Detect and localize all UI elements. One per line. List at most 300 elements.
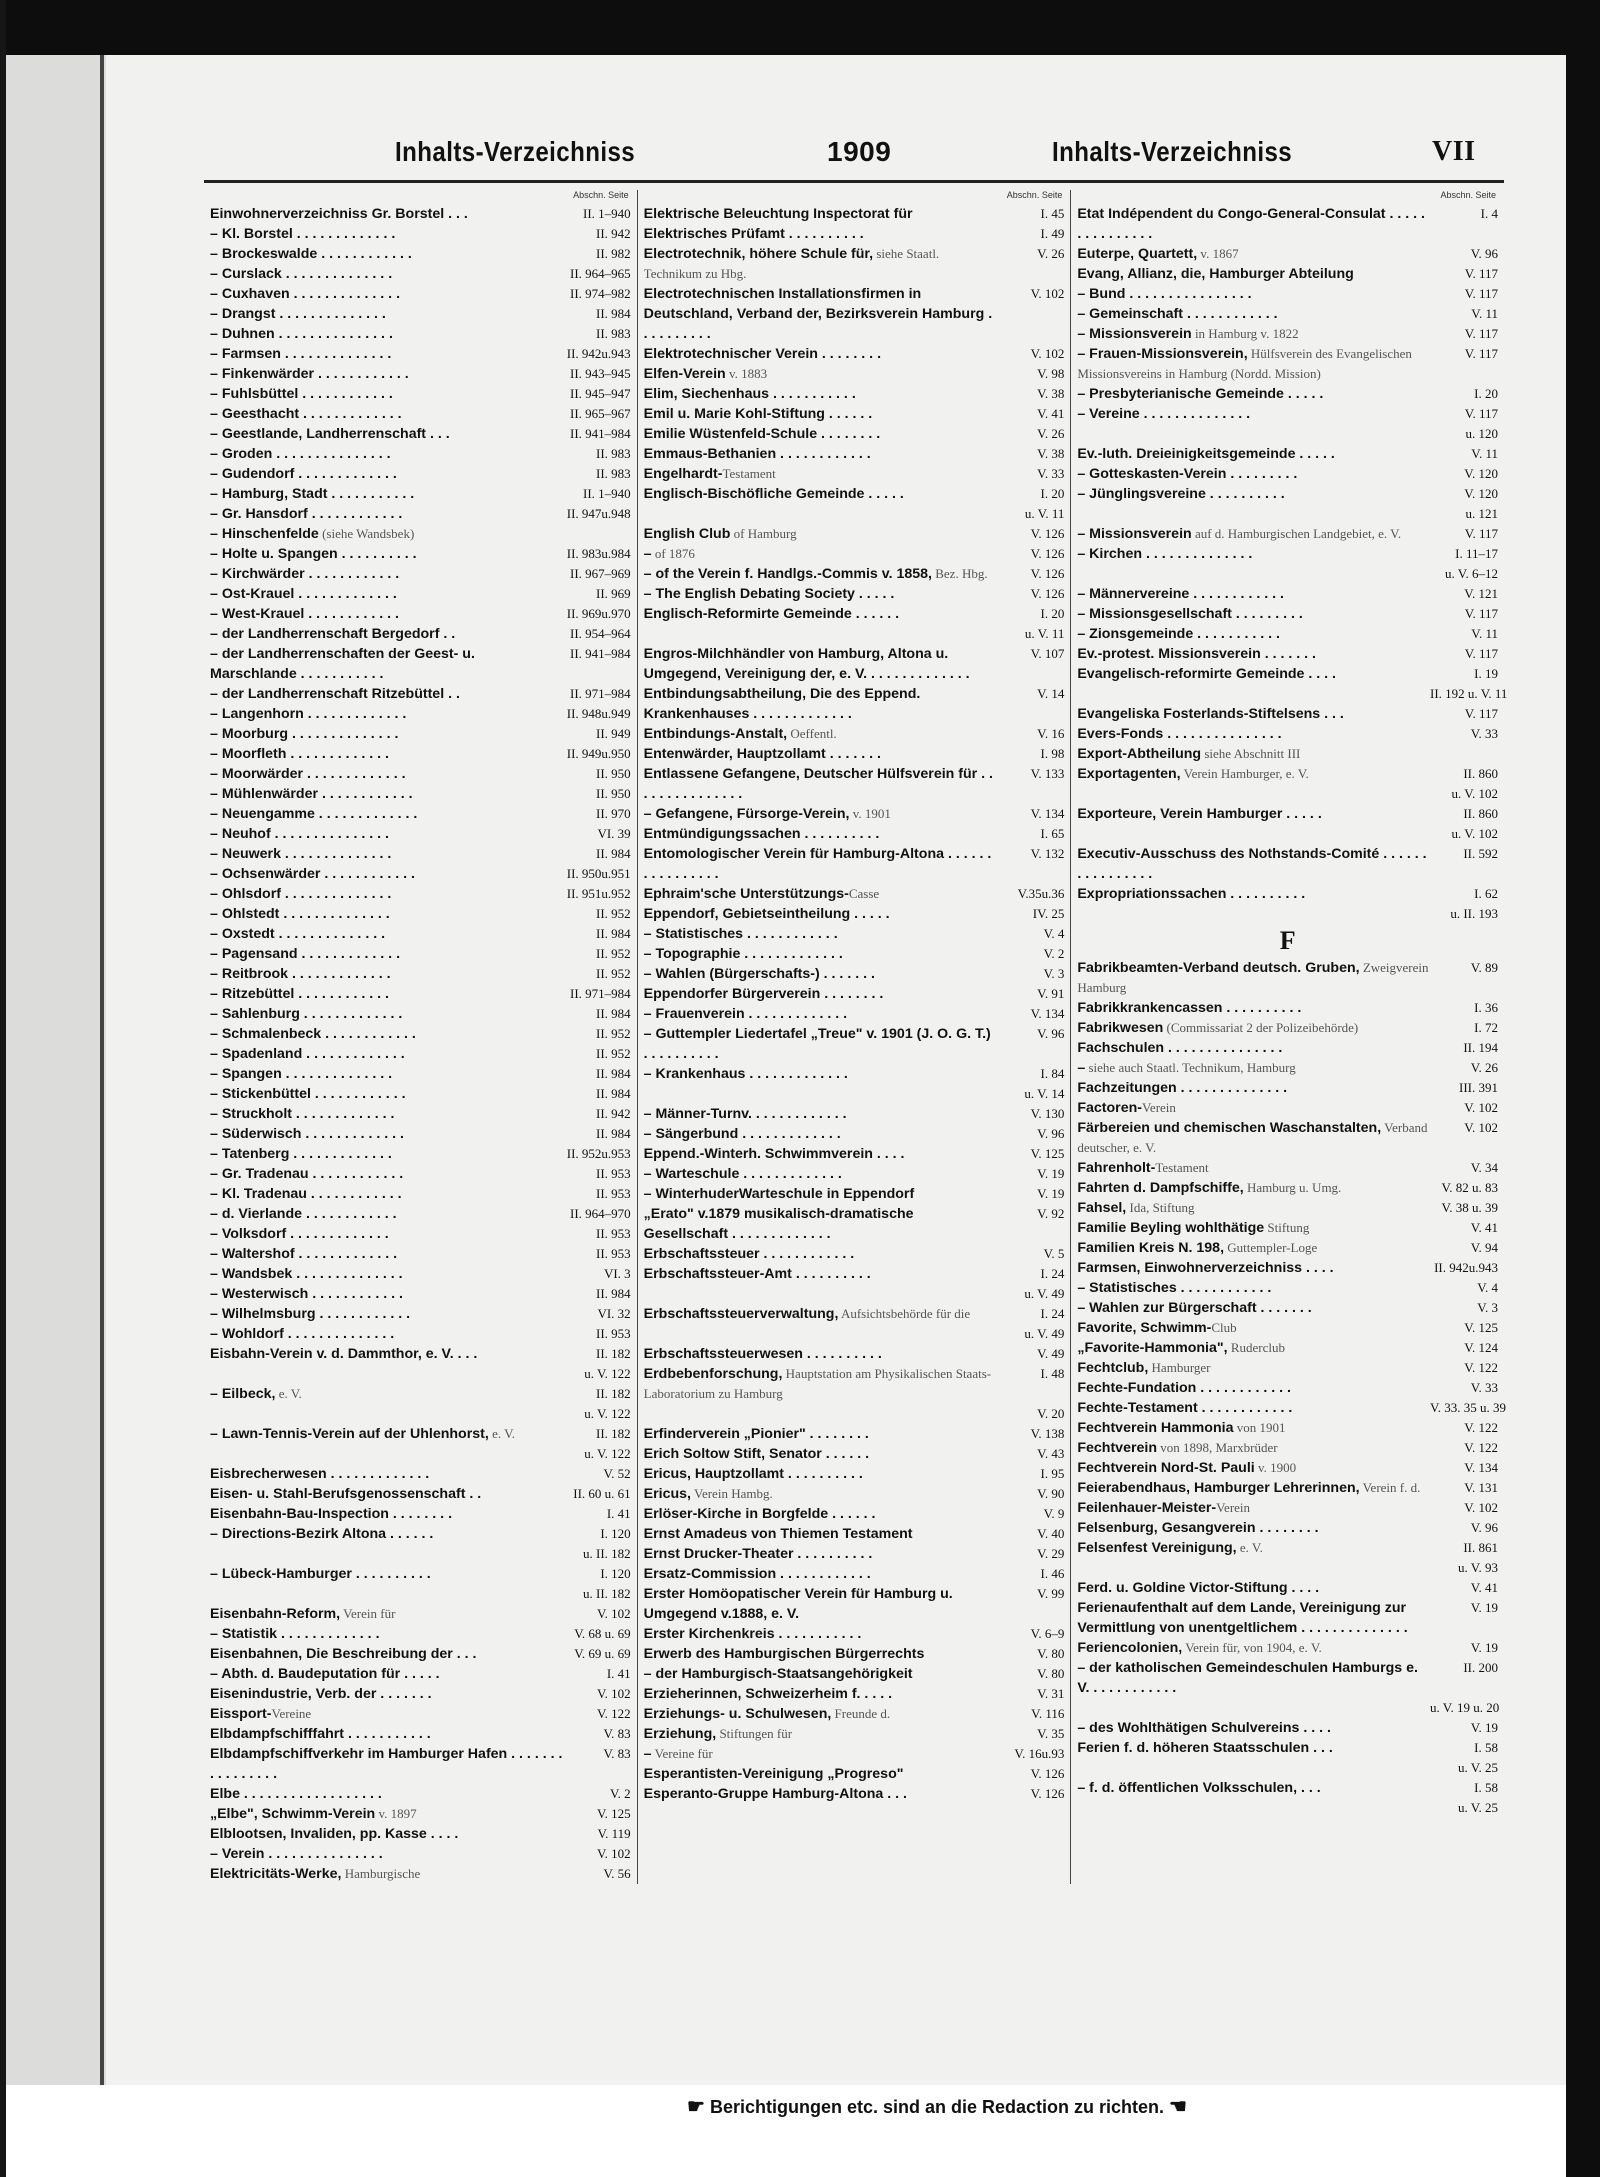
entry-detail: Zweigverein Hamburg: [1077, 960, 1429, 995]
entry-title-text: Farmsen, Einwohnerverzeichniss . . . .: [1077, 1260, 1334, 1276]
entry-reference: V. 3: [1043, 966, 1065, 981]
entry-title: [1077, 1518, 1430, 1538]
entry-title-text: Elbe . . . . . . . . . . . . . . . . . .: [210, 1786, 382, 1802]
entry-title: [1077, 1058, 1430, 1078]
index-entry: [638, 644, 1071, 684]
index-entry: [638, 944, 1071, 964]
index-entry: [638, 624, 1071, 644]
index-entry: [638, 884, 1071, 904]
entry-title-text: – Kl. Borstel . . . . . . . . . . . . .: [210, 226, 396, 242]
entry-title: [210, 704, 563, 724]
entry-title-text: – Brockeswalde . . . . . . . . . . . .: [210, 246, 412, 262]
entry-title-text: – Moorwärder . . . . . . . . . . . . .: [210, 766, 406, 782]
index-entry: [204, 1364, 637, 1384]
entry-title: [1077, 1458, 1430, 1478]
index-entry: [638, 404, 1071, 424]
index-entry: [638, 524, 1071, 544]
index-entry: [638, 1784, 1071, 1804]
entry-reference: V. 19: [1037, 1186, 1065, 1201]
entry-title: [644, 1644, 997, 1664]
entry-title: [210, 1144, 563, 1164]
header-year: 1909: [827, 136, 892, 167]
entry-title: [644, 904, 997, 924]
entry-reference: V. 126: [1030, 566, 1065, 581]
entry-title: [644, 1124, 997, 1144]
entry-detail: Aufsichtsbehörde für die: [838, 1306, 971, 1321]
index-entry: [204, 1604, 637, 1624]
entry-title-text: Felsenfest Vereinigung,: [1077, 1540, 1237, 1556]
index-entry: [1071, 784, 1504, 804]
index-entry: [638, 1364, 1071, 1404]
entry-title-text: Exporteure, Verein Hamburger . . . . .: [1077, 806, 1322, 822]
entry-title-text: Eppend.-Winterh. Schwimmverein . . . .: [643, 1146, 905, 1162]
entry-title: [644, 1684, 997, 1704]
entry-title-text: Erziehungs- u. Schulwesen,: [643, 1706, 832, 1722]
entry-title-text: Ferienaufenthalt auf dem Lande, Vereinigung zur Vermittlung von unentgeltlichem . . . . . . . . . . . . . .: [1077, 1600, 1408, 1636]
entry-title-text: Fechtverein Hammonia: [1077, 1420, 1234, 1436]
entry-title: [1077, 1378, 1430, 1398]
entry-title-text: – Volksdorf . . . . . . . . . . . . .: [210, 1226, 389, 1242]
entry-reference: II. 952: [596, 1046, 631, 1061]
entry-title: [210, 364, 563, 384]
entry-title: [644, 1524, 997, 1544]
index-entry: [204, 584, 637, 604]
index-entry: [204, 784, 637, 804]
entry-reference: II. 941–984: [570, 646, 631, 661]
entry-title: [644, 1424, 997, 1444]
entry-detail: v. 1897: [375, 1806, 417, 1821]
entry-reference: V. 102: [596, 1686, 631, 1701]
index-entry: [204, 724, 637, 744]
entry-title-text: Etat Indépendent du Congo-General-Consulat . . . . . . . . . . . . . . .: [1077, 206, 1425, 242]
footer-note: [687, 2094, 1187, 2119]
entry-title-text: – Wahlen (Bürgerschafts-) . . . . . . .: [643, 966, 875, 982]
entry-reference: I. 98: [1040, 746, 1065, 761]
entry-reference: V. 11: [1471, 306, 1499, 321]
entry-title-text: – Ohlsdorf . . . . . . . . . . . . . .: [210, 886, 392, 902]
entry-title-text: – Frauenverein . . . . . . . . . . . . .: [643, 1006, 848, 1022]
entry-reference: II. 950: [596, 786, 631, 801]
entry-reference: II. 952u.953: [566, 1146, 631, 1161]
entry-title-text: – des Wohlthätigen Schulvereins . . . .: [1077, 1720, 1331, 1736]
entry-reference: u. II. 182: [583, 1586, 631, 1601]
index-entry: [1071, 604, 1504, 624]
entry-title: [644, 1164, 997, 1184]
index-entry: [204, 524, 637, 544]
entry-title: [210, 1264, 563, 1284]
entry-title: [210, 1484, 563, 1504]
entry-title-text: Fahsel,: [1077, 1200, 1127, 1216]
entry-title-text: – Kirchen . . . . . . . . . . . . . .: [1077, 546, 1253, 562]
index-entry: [1071, 1278, 1504, 1298]
header-rule: [204, 180, 1504, 183]
entry-title-text: – Missionsverein: [1077, 326, 1192, 342]
index-entry: [1071, 1178, 1504, 1198]
entry-title-text: Fechtverein Nord-St. Pauli: [1077, 1460, 1255, 1476]
entry-title: [1077, 344, 1430, 384]
entry-reference: I. 24: [1040, 1266, 1065, 1281]
entry-reference: II. 948u.949: [566, 706, 631, 721]
index-entry: [638, 1424, 1071, 1444]
entry-title: [1077, 844, 1430, 884]
entry-title: [210, 1084, 563, 1104]
entry-reference: II. 984: [596, 926, 631, 941]
entry-title: [644, 1544, 997, 1564]
entry-reference: V. 31: [1037, 1686, 1065, 1701]
entry-title: [210, 684, 563, 704]
entry-title: [210, 584, 563, 604]
entry-title: [210, 484, 563, 504]
entry-title: [1077, 524, 1430, 544]
entry-detail: v. 1883: [725, 366, 768, 381]
entry-title-text: –: [643, 1746, 652, 1762]
entry-reference: V. 102: [1464, 1500, 1499, 1515]
index-entry: [638, 904, 1071, 924]
entry-reference: II. 971–984: [570, 986, 631, 1001]
entry-title: [1077, 1478, 1430, 1498]
entry-reference: V. 80: [1037, 1646, 1065, 1661]
entry-title-text: – Jünglingsvereine . . . . . . . . . .: [1077, 486, 1285, 502]
entry-reference: II. 952: [596, 946, 631, 961]
index-entry: [1071, 1038, 1504, 1058]
entry-title-text: – Statistik . . . . . . . . . . . . .: [210, 1626, 380, 1642]
entry-title: [1077, 264, 1430, 284]
entry-reference: u. V. 25: [1458, 1800, 1499, 1815]
entry-reference: V. 56: [603, 1866, 631, 1881]
index-entry: [638, 1104, 1071, 1124]
entry-title-text: – Reitbrook . . . . . . . . . . . . .: [210, 966, 391, 982]
entry-title-text: Englisch-Reformirte Gemeinde . . . . . .: [643, 606, 900, 622]
entry-title: [644, 1104, 997, 1124]
entry-title: [644, 1764, 997, 1784]
entry-title-text: Evangelisch-reformirte Gemeinde . . . .: [1077, 666, 1336, 682]
entry-reference: V. 120: [1464, 486, 1499, 501]
entry-reference: u. V. 102: [1451, 826, 1499, 841]
entry-title-text: Erbschaftssteuerverwaltung,: [643, 1306, 839, 1322]
entry-reference: V. 116: [1031, 1706, 1065, 1721]
index-entry: [204, 1084, 637, 1104]
index-entry: [1071, 464, 1504, 484]
entry-title: [644, 684, 997, 724]
entry-reference: V. 26: [1037, 426, 1065, 441]
entry-reference: V. 134: [1464, 1460, 1499, 1475]
entry-title-text: Entomologischer Verein für Hamburg-Altona . . . . . . . . . . . . . . . .: [643, 846, 992, 882]
entry-title: [1077, 584, 1430, 604]
index-entry: [638, 444, 1071, 464]
entry-title: [210, 804, 563, 824]
entry-detail: e. V.: [275, 1386, 302, 1401]
entry-title: [644, 484, 997, 504]
entry-title-text: Emilie Wüstenfeld-Schule . . . . . . . .: [643, 426, 881, 442]
entry-title: [210, 1204, 563, 1224]
index-entry: [638, 544, 1071, 564]
entry-reference: I. 58: [1474, 1740, 1499, 1755]
entry-title: [210, 424, 563, 444]
entry-title-text: Erbschaftssteuer . . . . . . . . . . . .: [643, 1246, 855, 1262]
index-entry: [1071, 384, 1504, 404]
entry-reference: V. 126: [1030, 1786, 1065, 1801]
entry-title-text: Elektrisches Prüfamt . . . . . . . . . .: [643, 226, 864, 242]
entry-title: [210, 304, 563, 324]
entry-title: [644, 1344, 997, 1364]
entry-reference: II. 983u.984: [566, 546, 631, 561]
entry-title-text: – Geestlande, Landherrenschaft . . .: [210, 426, 450, 442]
running-header: [192, 130, 1502, 180]
entry-title-text: Eissport-: [210, 1706, 272, 1722]
entry-title-text: Export-Abtheilung: [1077, 746, 1202, 762]
entry-reference: I. 36: [1474, 1000, 1499, 1015]
entry-reference: V. 90: [1037, 1486, 1065, 1501]
entry-title: [210, 1064, 563, 1084]
entry-reference: V. 102: [596, 1606, 631, 1621]
entry-title-text: – Cuxhaven . . . . . . . . . . . . . .: [210, 286, 401, 302]
index-entry: [204, 484, 637, 504]
entry-title: [1077, 1218, 1430, 1238]
entry-title: [210, 1324, 563, 1344]
entry-reference: u. V. 11: [1024, 506, 1065, 521]
entry-title: [210, 324, 563, 344]
entry-reference: II. 953: [596, 1186, 631, 1201]
index-entry: [638, 1464, 1071, 1484]
index-entry: [1071, 644, 1504, 664]
entry-reference: V. 33: [1470, 726, 1499, 741]
entry-title: [210, 1124, 563, 1144]
index-entry: [1071, 1558, 1504, 1578]
index-entry: [1071, 1718, 1504, 1738]
entry-title: [1077, 1298, 1430, 1318]
entry-title-text: – Wohldorf . . . . . . . . . . . . . .: [210, 1326, 395, 1342]
index-entry: [1071, 684, 1508, 704]
pointing-hand-icon: ☛: [687, 2096, 705, 2118]
entry-reference: V. 68 u. 69: [574, 1626, 631, 1641]
entry-title-text: Eisbahn-Verein v. d. Dammthor, e. V. . . .: [210, 1346, 478, 1362]
entry-title-text: – Warteschule . . . . . . . . . . . . .: [643, 1166, 842, 1182]
index-entry: [638, 1124, 1071, 1144]
entry-detail: in Hamburg v. 1822: [1191, 326, 1299, 341]
entry-title: [1077, 664, 1430, 684]
entry-reference: V. 41: [1037, 406, 1065, 421]
entry-reference: II. 964–970: [570, 1206, 631, 1221]
entry-detail: Hamburgische: [341, 1866, 421, 1881]
entry-reference: II. 953: [596, 1226, 631, 1241]
entry-reference: V. 96: [1470, 1520, 1499, 1535]
entry-title: [210, 224, 563, 244]
entry-title: [1077, 804, 1430, 824]
entry-title: [1077, 1118, 1430, 1158]
entry-reference: II. 942: [596, 226, 631, 241]
entry-title: [210, 1824, 563, 1844]
entry-title: [210, 504, 563, 524]
entry-reference: V. 121: [1464, 586, 1499, 601]
entry-title-text: „Favorite-Hammonia",: [1077, 1340, 1228, 1356]
entry-title-text: – Geesthacht . . . . . . . . . . . . .: [210, 406, 402, 422]
entry-title-text: Entenwärder, Hauptzollamt . . . . . . .: [643, 746, 881, 762]
entry-title: [644, 844, 997, 884]
entry-title-text: – Spangen . . . . . . . . . . . . . .: [210, 1066, 393, 1082]
entry-reference: I. 24: [1040, 1306, 1065, 1321]
index-entry: [204, 864, 637, 884]
entry-reference: II. 984: [596, 1086, 631, 1101]
entry-title-text: Färbereien und chemischen Waschanstalten,: [1077, 1120, 1382, 1136]
entry-title-text: – Topographie . . . . . . . . . . . . .: [643, 946, 843, 962]
entry-title: [1077, 1738, 1430, 1758]
entry-reference: II. 1–940: [583, 486, 631, 501]
entry-reference: II. 952: [596, 966, 631, 981]
entry-title: [1077, 704, 1430, 724]
entry-title: [1077, 384, 1430, 404]
entry-title-text: Erzieherinnen, Schweizerheim f. . . . .: [643, 1686, 893, 1702]
entry-title: [210, 944, 563, 964]
scan-border-top: [0, 0, 1600, 55]
entry-title: [210, 1784, 563, 1804]
index-entry: [204, 1844, 637, 1864]
entry-title-text: Fechtclub,: [1077, 1360, 1149, 1376]
entry-reference: I. 120: [600, 1566, 631, 1581]
entry-reference: II. 983: [596, 446, 631, 461]
index-entry: [638, 1764, 1071, 1784]
entry-reference: V. 35: [1037, 1726, 1065, 1741]
entry-title-text: Entbindungsabtheilung, Die des Eppend. Krankenhauses . . . . . . . . . . . . .: [643, 686, 921, 722]
entry-title: [1077, 324, 1430, 344]
index-entry: [638, 1544, 1071, 1564]
entry-reference: V. 49: [1037, 1346, 1065, 1361]
entry-title: [644, 804, 997, 824]
entry-title: [644, 1004, 997, 1024]
index-entry: [204, 1264, 637, 1284]
entry-title: [210, 1624, 563, 1644]
entry-title: [210, 1864, 563, 1884]
entry-reference: u. V. 93: [1458, 1560, 1499, 1575]
entry-title: [644, 924, 997, 944]
entry-reference: V. 126: [1030, 586, 1065, 601]
entry-detail: siehe auch Staatl. Technikum, Hamburg: [1085, 1060, 1296, 1075]
entry-title: [644, 444, 997, 464]
index-entry: [204, 284, 637, 304]
entry-title-text: Engelhardt-: [643, 466, 723, 482]
entry-title-text: Entlassene Gefangene, Deutscher Hülfsverein für . . . . . . . . . . . . . . .: [643, 766, 993, 802]
entry-title-text: Ephraim'sche Unterstützungs-: [643, 886, 849, 902]
entry-reference: II. 182: [596, 1346, 631, 1361]
entry-title: [1077, 1158, 1430, 1178]
entry-title-text: – der Hamburgisch-Staatsangehörigkeit: [643, 1666, 913, 1682]
entry-title-text: Eisenbahn-Reform,: [210, 1606, 341, 1622]
index-entry: [204, 1044, 637, 1064]
column-header: Abschn. Seite: [573, 190, 629, 200]
entry-title: [210, 284, 563, 304]
entry-title: [644, 1704, 997, 1724]
index-entry: [638, 1084, 1071, 1104]
entry-detail: auf d. Hamburgischen Landgebiet, e. V.: [1191, 526, 1402, 541]
entry-title-text: – Krankenhaus . . . . . . . . . . . . .: [643, 1066, 848, 1082]
entry-reference: II. 942u.943: [566, 346, 631, 361]
entry-reference: V. 4: [1477, 1280, 1499, 1295]
index-entry: [1071, 404, 1504, 424]
entry-reference: III. 391: [1459, 1080, 1499, 1095]
entry-title-text: Ev.-protest. Missionsverein . . . . . . .: [1077, 646, 1316, 662]
entry-reference: II. 194: [1463, 1040, 1499, 1055]
index-entry: [638, 1444, 1071, 1464]
entry-reference: V. 117: [1464, 646, 1499, 661]
entry-reference: I. 62: [1474, 886, 1499, 901]
entry-title: [1077, 604, 1430, 624]
entry-title: [644, 1724, 997, 1744]
entry-reference: II. 965–967: [570, 406, 631, 421]
entry-title-text: – Neuhof . . . . . . . . . . . . . . .: [210, 826, 389, 842]
entry-detail: Stiftung: [1264, 1220, 1310, 1235]
entry-title: [1077, 1578, 1430, 1598]
entry-reference: u. V. 14: [1024, 1086, 1065, 1101]
entry-reference: V. 69 u. 69: [574, 1646, 631, 1661]
entry-reference: II. 954–964: [570, 626, 631, 641]
index-entry: [1071, 424, 1504, 444]
index-entry: [638, 584, 1071, 604]
entry-title-text: Eppendorfer Bürgerverein . . . . . . . .: [643, 986, 884, 1002]
entry-title: [644, 584, 997, 604]
entry-title: [644, 284, 997, 344]
index-entry: [204, 1664, 637, 1684]
index-entry: [204, 464, 637, 484]
entry-title-text: – Moorfleth . . . . . . . . . . . . .: [210, 746, 389, 762]
index-column-3: [1070, 190, 1508, 1884]
index-entry: [204, 764, 637, 784]
entry-title-text: Erdbebenforschung,: [643, 1366, 783, 1382]
entry-reference: V. 117: [1464, 286, 1499, 301]
entry-reference: I. 20: [1474, 386, 1499, 401]
entry-reference: V. 34: [1470, 1160, 1499, 1175]
entry-title: [1077, 284, 1430, 304]
entry-title: [210, 1004, 563, 1024]
entry-title-text: – Wahlen zur Bürgerschaft . . . . . . .: [1077, 1300, 1312, 1316]
index-entry: [1071, 1638, 1504, 1658]
index-entry: [638, 1284, 1071, 1304]
entry-detail: Testament: [722, 466, 776, 481]
entry-reference: II. 982: [596, 246, 631, 261]
entry-title-text: Felsenburg, Gesangverein . . . . . . . .: [1077, 1520, 1319, 1536]
entry-title: [1077, 544, 1430, 564]
index-entry: [638, 924, 1071, 944]
entry-reference: V. 19: [1470, 1600, 1499, 1615]
index-entry: [204, 404, 637, 424]
entry-reference: VI. 3: [603, 1266, 631, 1281]
entry-title: [1077, 304, 1430, 324]
entry-detail: Ruderclub: [1227, 1340, 1285, 1355]
binding-line: [100, 55, 104, 2085]
index-entry: [204, 1684, 637, 1704]
index-entry: [204, 1524, 637, 1544]
entry-title-text: Erfinderverein „Pionier" . . . . . . . .: [643, 1426, 869, 1442]
index-entry: [1071, 1398, 1504, 1418]
entry-title-text: Erich Soltow Stift, Senator . . . . . .: [643, 1446, 870, 1462]
entry-title: [644, 1744, 997, 1764]
entry-title: [1077, 1038, 1430, 1058]
entry-reference: u. V. 122: [584, 1446, 631, 1461]
entry-reference: VI. 39: [597, 826, 631, 841]
index-entry: [638, 684, 1071, 724]
index-entry: [204, 1064, 637, 1084]
entry-reference: II. 860: [1463, 806, 1499, 821]
entry-reference: V. 107: [1030, 646, 1065, 661]
entry-title-text: Emmaus-Bethanien . . . . . . . . . . . .: [643, 446, 871, 462]
entry-title: [644, 1144, 997, 1164]
index-entry: [204, 1224, 637, 1244]
entry-title-text: Entmündigungssachen . . . . . . . . . .: [643, 826, 880, 842]
index-entry: [204, 424, 637, 444]
entry-detail: siehe Abschnitt III: [1201, 746, 1301, 761]
entry-title-text: Eisenindustrie, Verb. der . . . . . . .: [210, 1686, 432, 1702]
entry-title: [644, 884, 997, 904]
entry-title-text: – Drangst . . . . . . . . . . . . . .: [210, 306, 386, 322]
entry-reference: V. 126: [1030, 526, 1065, 541]
